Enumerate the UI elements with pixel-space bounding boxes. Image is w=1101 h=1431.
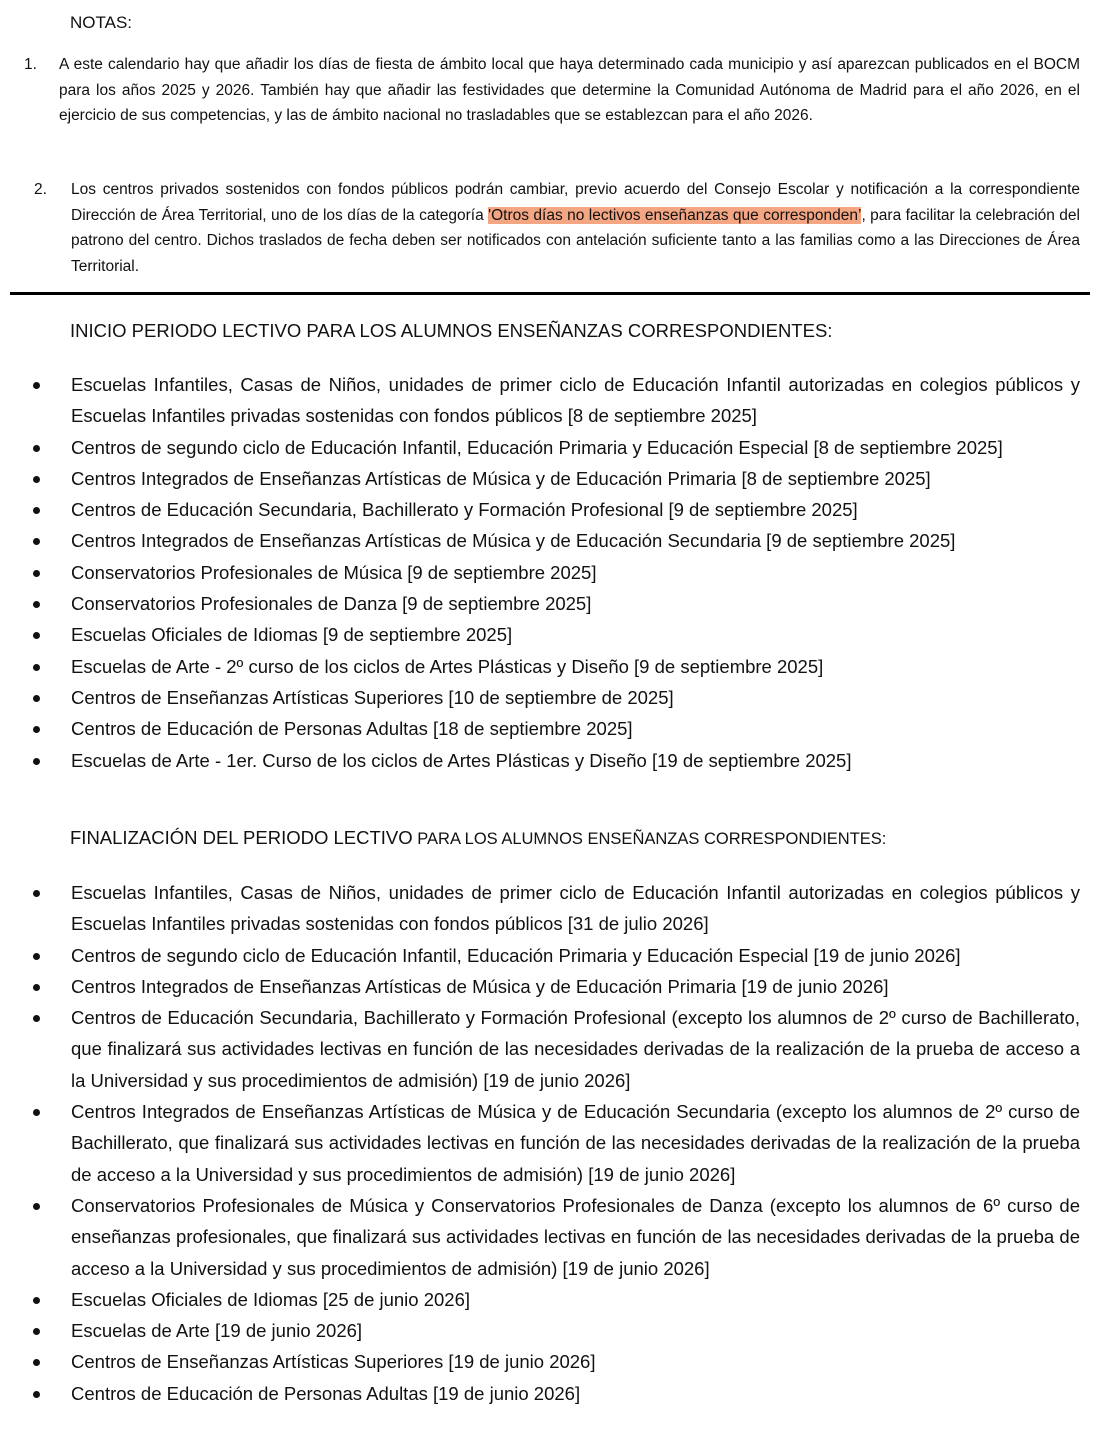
note-text-before: Los centros privados sostenidos con fondos públicos podrán cambiar, previo acuerdo del Consejo Escolar y notificación a la correspondiente Dirección de Área Territorial, uno de los días de la categoría [71,181,1080,224]
list-item-text: Centros de segundo ciclo de Educación Infantil, Educación Primaria y Educación Especial [8 de septiembre 2025] [71,436,1003,458]
list-item [0,1002,1080,1096]
bullet-icon [33,1391,40,1398]
start-period-heading: INICIO PERIODO LECTIVO PARA LOS ALUMNOS ENSEÑANZAS CORRESPONDIENTES: [70,320,833,341]
list-item-text: Conservatorios Profesionales de Música [9 de septiembre 2025] [71,561,597,583]
list-item [0,588,1080,619]
note-text-after: , para facilitar la celebración del patrono del centro. Dichos traslados de fecha deben ser notificados con antelación suficiente tanto a las familias como a las Direcciones de Área Territorial. [71,206,1080,275]
list-item [0,1096,1080,1190]
note-text [71,177,1080,279]
list-item-text: Centros de Educación de Personas Adultas [18 de septiembre 2025] [71,718,633,740]
list-item [0,1190,1080,1284]
list-item [0,971,1080,1002]
list-item-text: Escuelas de Arte - 2º curso de los ciclos de Artes Plásticas y Diseño [9 de septiembre 2025] [71,655,824,677]
notes-heading: NOTAS: [70,13,133,32]
end-period-heading-main: FINALIZACIÓN DEL PERIODO LECTIVO [70,827,413,848]
bullet-icon [33,695,40,702]
list-item [0,651,1080,682]
list-item-text: Centros Integrados de Enseñanzas Artísticas de Música y de Educación Secundaria [9 de septiembre 2025] [71,530,956,552]
bullet-icon [33,890,40,897]
bullet-icon [33,570,40,577]
list-item-text: Centros de Educación de Personas Adultas [19 de junio 2026] [71,1382,581,1404]
bullet-icon [33,1109,40,1116]
bullet-icon [33,953,40,960]
list-item [0,1284,1080,1315]
bullet-icon [33,758,40,765]
bullet-icon [33,664,40,671]
bullet-icon [33,476,40,483]
list-item-text: Centros Integrados de Enseñanzas Artísticas de Música y de Educación Secundaria (excepto los alumnos de 2º curso de Bachillerato, que finalizará sus actividades lectivas en función de las necesidades derivadas de la realización de la prueba de acceso a la Universidad y sus procedimientos de admisión) [19 de junio 2026] [71,1101,1080,1185]
list-item-text: Centros de Enseñanzas Artísticas Superiores [19 de junio 2026] [71,1351,596,1373]
list-item-text: Conservatorios Profesionales de Música y Conservatorios Profesionales de Danza (excepto los alumnos de 6º curso de enseñanzas profesionales, que finalizará sus actividades lectivas en función de las necesidades derivadas de la prueba de acceso a la Universidad y sus procedimientos de admisión) [19 de junio 2026] [71,1194,1080,1279]
list-item [0,1378,1080,1409]
list-item [0,877,1080,940]
end-period-list [0,877,1101,1409]
list-item [0,619,1080,650]
list-item [0,745,1080,776]
list-item-text: Centros de Educación Secundaria, Bachillerato y Formación Profesional (excepto los alumnos de 2º curso de Bachillerato, que finalizará sus actividades lectivas en función de las necesidades derivadas de la realización de la prueba de acceso a la Universidad y sus procedimientos de admisión) [19 de junio 2026] [71,1007,1080,1091]
note-number: 2. [34,181,47,198]
note-item [34,177,1080,279]
start-period-list [0,369,1101,776]
list-item-text: Centros Integrados de Enseñanzas Artísticas de Música y de Educación Primaria [19 de junio 2026] [71,975,889,997]
list-item-text: Escuelas de Arte - 1er. Curso de los ciclos de Artes Plásticas y Diseño [19 de septiembre 2025] [71,749,852,771]
list-item [0,369,1080,432]
bullet-icon [33,601,40,608]
note-number: 1. [24,56,37,73]
bullet-icon [33,538,40,545]
bullet-icon [33,1015,40,1022]
bullet-icon [33,1328,40,1335]
list-item-text: Escuelas Oficiales de Idiomas [25 de junio 2026] [71,1288,471,1310]
end-period-heading [70,826,886,851]
list-item-text: Centros de Educación Secundaria, Bachillerato y Formación Profesional [9 de septiembre 2025] [71,499,858,521]
bullet-icon [33,984,40,991]
list-item [0,432,1080,463]
list-item-text: Conservatorios Profesionales de Danza [9 de septiembre 2025] [71,593,592,615]
list-item-text: Escuelas Oficiales de Idiomas [9 de septiembre 2025] [71,624,513,646]
list-item-text: Centros de segundo ciclo de Educación Infantil, Educación Primaria y Educación Especial [19 de junio 2026] [71,944,961,966]
list-item-text: Escuelas de Arte [19 de junio 2026] [71,1320,363,1342]
list-item-text: Centros de Enseñanzas Artísticas Superiores [10 de septiembre de 2025] [71,686,674,708]
list-item [0,463,1080,494]
note-item [24,52,1080,129]
list-item [0,713,1080,744]
highlighted-category: 'Otros días no lectivos enseñanzas que corresponden’ [488,206,862,224]
list-item [0,494,1080,525]
list-item [0,525,1080,556]
list-item [0,1315,1080,1346]
bullet-icon [33,1203,40,1210]
section-divider [10,292,1090,295]
list-item [0,940,1080,971]
bullet-icon [33,1359,40,1366]
bullet-icon [33,632,40,639]
bullet-icon [33,382,40,389]
list-item [0,557,1080,588]
bullet-icon [33,507,40,514]
note-text: A este calendario hay que añadir los días de fiesta de ámbito local que haya determinado cada municipio y así aparezcan publicados en el BOCM para los años 2025 y 2026. También hay que añadir las festividades que determine la Comunidad Autónoma de Madrid para el año 2026, en el ejercicio de sus competencias, y las de ámbito nacional no trasladables que se establezcan para el año 2026. [59,56,1080,124]
list-item-text: Escuelas Infantiles, Casas de Niños, unidades de primer ciclo de Educación Infantil autorizadas en colegios públicos y Escuelas Infantiles privadas sostenidas con fondos públicos [31 de julio 2026] [71,882,1080,935]
bullet-icon [33,1297,40,1304]
bullet-icon [33,445,40,452]
list-item [0,1346,1080,1377]
list-item [0,682,1080,713]
bullet-icon [33,726,40,733]
list-item-text: Centros Integrados de Enseñanzas Artísticas de Música y de Educación Primaria [8 de septiembre 2025] [71,467,931,489]
end-period-heading-rest: PARA LOS ALUMNOS ENSEÑANZAS CORRESPONDIENTES: [412,830,887,848]
list-item-text: Escuelas Infantiles, Casas de Niños, unidades de primer ciclo de Educación Infantil autorizadas en colegios públicos y Escuelas Infantiles privadas sostenidas con fondos públicos [8 de septiembre 2025] [71,374,1080,427]
